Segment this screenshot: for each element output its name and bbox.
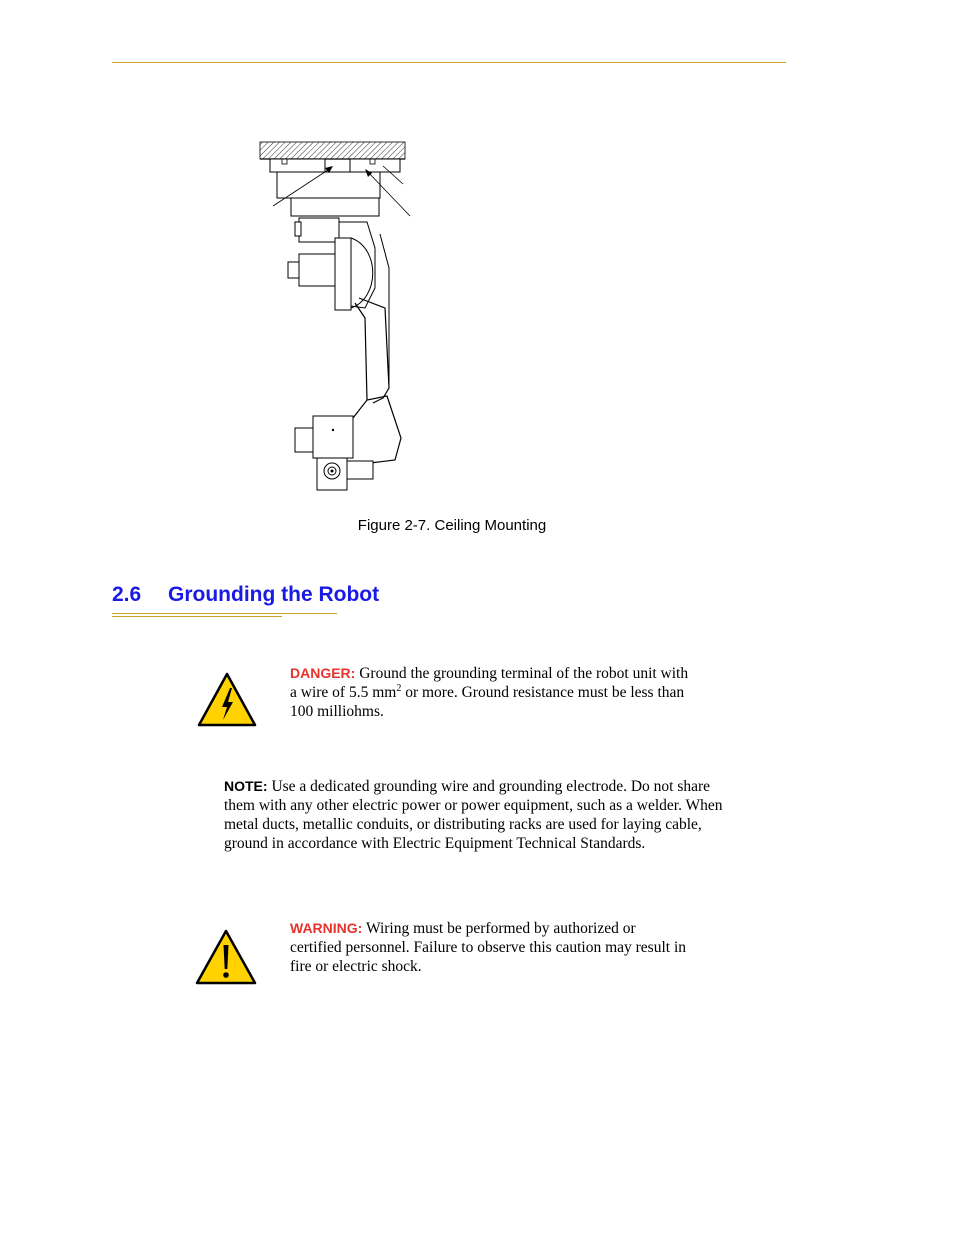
danger-label: DANGER:: [290, 665, 356, 681]
header-rule: [112, 62, 786, 63]
heading-rule-short: [112, 616, 282, 617]
danger-text-2: or more. Ground resistance must be less than 100 milliohms.: [290, 684, 685, 720]
danger-message: [290, 664, 690, 721]
warning-message: [290, 919, 690, 976]
warning-label: WARNING:: [290, 920, 363, 936]
section-heading: [112, 583, 379, 607]
section-number: 2.6: [112, 583, 142, 606]
figure-caption: Figure 2-7. Ceiling Mounting: [357, 517, 547, 534]
note-text: Use a dedicated grounding wire and grounding electrode. Do not share them with any other electric power or power equipment, such as a welder. When metal ducts, metallic conduits, or distributing racks are used for laying cable, ground in accordance with Electric Equipment Technical Standards.: [224, 778, 723, 852]
note-label: NOTE:: [224, 778, 268, 794]
danger-text-1: Ground the grounding terminal of the robot unit with a wire of 5.5 mm: [290, 665, 689, 701]
ceiling-mounting-figure: [255, 138, 415, 498]
section-title: Grounding the Robot: [168, 583, 380, 606]
heading-rule: [112, 613, 337, 614]
danger-superscript: 2: [396, 682, 402, 694]
note-message: [224, 777, 729, 853]
electrical-hazard-icon: [197, 672, 257, 727]
warning-exclamation-icon: [195, 929, 257, 985]
warning-text: Wiring must be performed by authorized or certified personnel. Failure to observe this caution may result in fire or electric shock.: [290, 920, 686, 975]
